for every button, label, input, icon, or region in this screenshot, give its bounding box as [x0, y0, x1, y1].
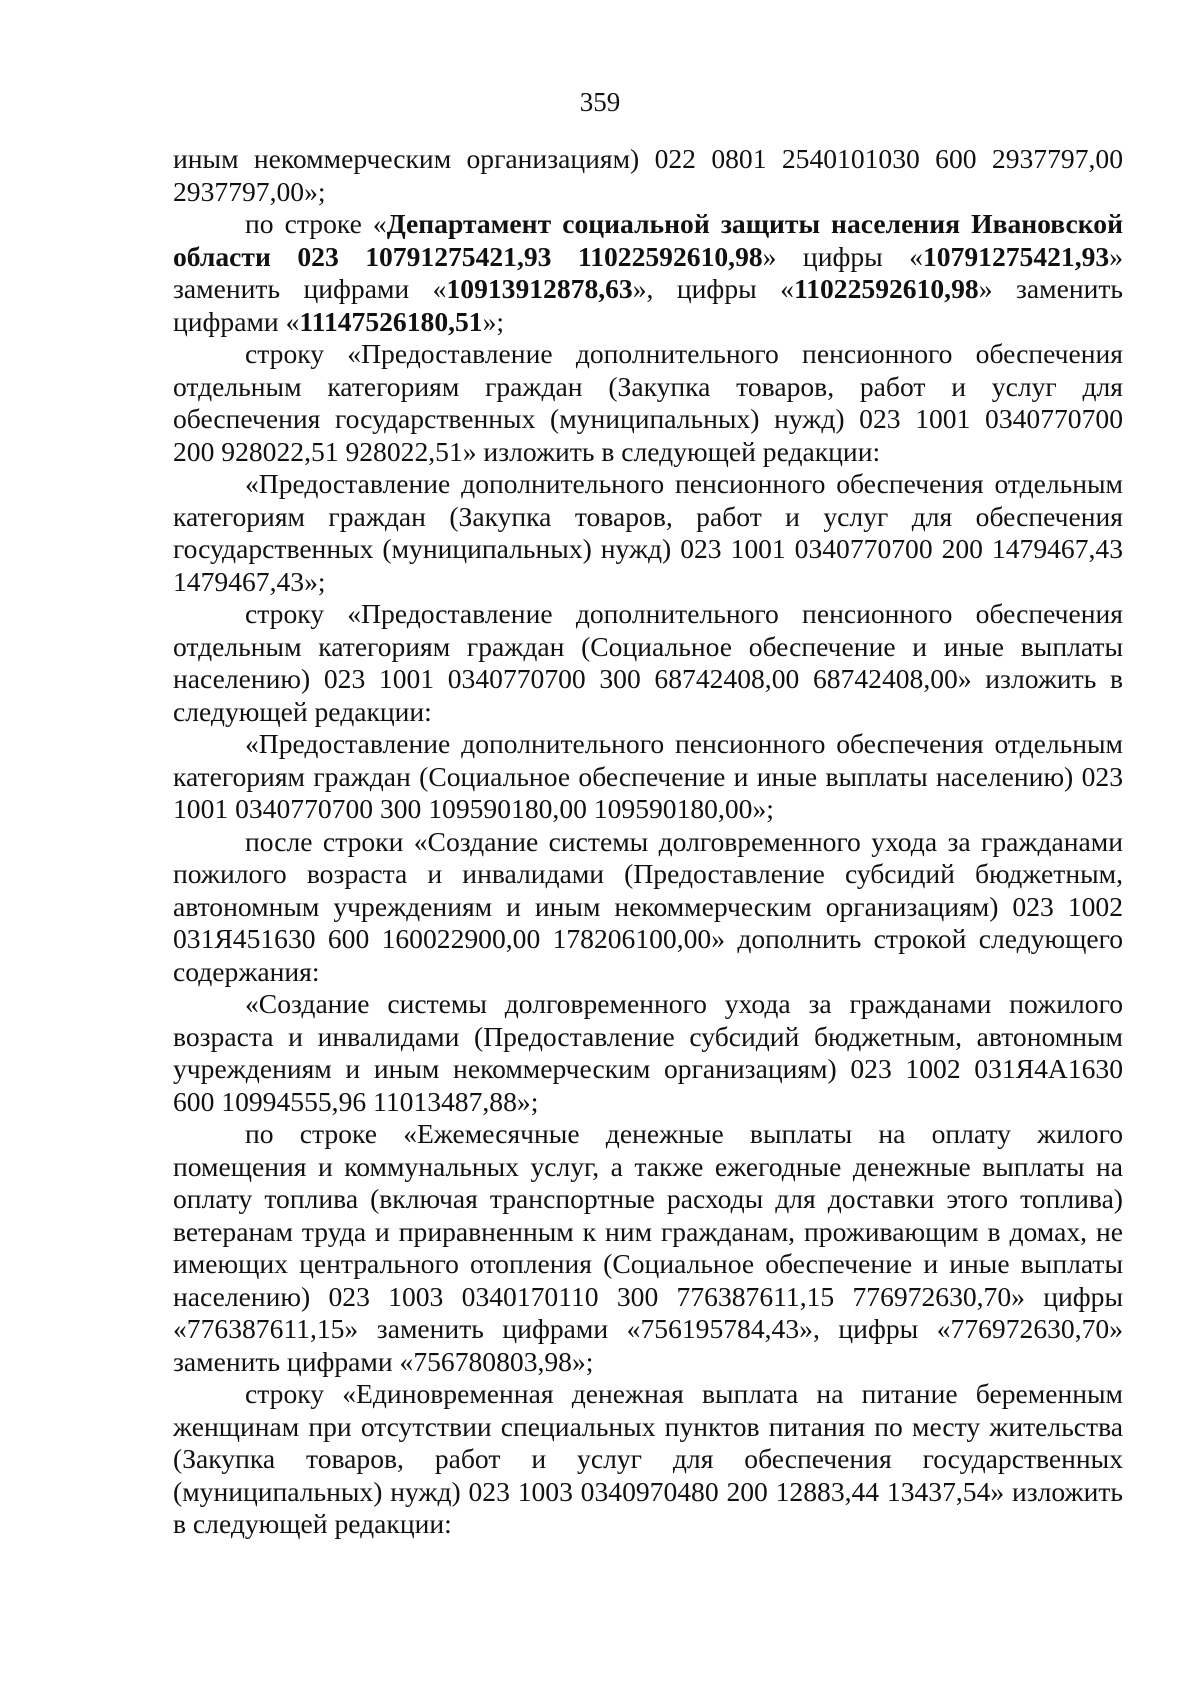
text-segment: «Предоставление дополнительного пенсионного обеспечения отдельным категориям граждан (Социальное обеспечение и иные выплаты населению) 023 1001 0340770700 300 109590180,00 109590180,00»; — [173, 728, 1123, 824]
text-segment: иным некоммерческим организациям) 022 0801 2540101030 600 2937797,00 2937797,00»; — [173, 143, 1123, 207]
bold-text-segment: 11022592610,98 — [793, 273, 979, 304]
paragraph — [173, 1118, 1123, 1378]
text-segment: «Предоставление дополнительного пенсионного обеспечения отдельным категориям граждан (Закупка товаров, работ и услуг для обеспечения государственных (муниципальных) нужд) 023 1001 0340770700 200 1479467,43 1479467,43»; — [173, 468, 1123, 597]
paragraph — [173, 826, 1123, 989]
document-body — [173, 143, 1123, 1541]
paragraph — [173, 598, 1123, 728]
text-segment: по строке « — [245, 208, 387, 239]
paragraph — [173, 208, 1123, 338]
text-segment: «Создание системы долговременного ухода за гражданами пожилого возраста и инвалидами (Предоставление субсидий бюджетным, автономным учреждениям и иным некоммерческим организациям) 023 1002 031Я4А1630 600 10994555,96 11013487,88»; — [173, 988, 1123, 1117]
text-segment: строку «Предоставление дополнительного пенсионного обеспечения отдельным категориям граждан (Социальное обеспечение и иные выплаты населению) 023 1001 0340770700 300 68742408,00 68742408,00» изложить в следующей редакции: — [173, 598, 1123, 727]
text-segment: » цифры « — [762, 240, 923, 272]
text-segment: после строки «Создание системы долговременного ухода за гражданами пожилого возраста и инвалидами (Предоставление субсидий бюджетным, автономным учреждениям и иным некоммерческим организациям) 023 1002 031Я451630 600 160022900,00 178206100,00» дополнить строкой следующего содержания: — [173, 825, 1123, 987]
text-segment: » заменить цифрами « — [173, 240, 1124, 304]
bold-text-segment: 11147526180,51 — [299, 305, 483, 337]
text-segment: строку «Предоставление дополнительного пенсионного обеспечения отдельным категориям граждан (Закупка товаров, работ и услуг для обеспечения государственных (муниципальных) нужд) 023 1001 0340770700 200 928022,51 928022,51» изложить в следующей редакции: — [173, 338, 1123, 467]
paragraph — [173, 728, 1123, 826]
text-segment: строку «Единовременная денежная выплата на питание беременным женщинам при отсутствии специальных пунктов питания по месту жительства (Закупка товаров, работ и услуг для обеспечения государственных (муниципальных) нужд) 023 1003 0340970480 200 12883,44 13437,54» изложить в следующей редакции: — [173, 1378, 1123, 1539]
text-segment: », цифры « — [632, 273, 794, 304]
page-number: 359 — [579, 87, 621, 117]
paragraph — [173, 988, 1123, 1118]
paragraph — [173, 338, 1123, 468]
paragraph — [173, 468, 1123, 598]
text-segment: »; — [482, 305, 505, 337]
bold-text-segment: Департамент социальной защиты населения Ивановской области 023 10791275421,93 11022592610,98 — [173, 208, 1123, 272]
bold-text-segment: 10913912878,63 — [446, 273, 633, 304]
bold-text-segment: 10791275421,93 — [922, 240, 1110, 272]
paragraph — [173, 143, 1123, 208]
paragraph — [173, 1378, 1123, 1541]
text-segment: по строке «Ежемесячные денежные выплаты на оплату жилого помещения и коммунальных услуг, а также ежегодные денежные выплаты на оплату топлива (включая транспортные расходы для доставки этого топлива) ветеранам труда и приравненным к ним гражданам, проживающим в домах, не имеющих центрального отопления (Социальное обеспечение и иные выплаты населению) 023 1003 0340170110 300 776387611,15 776972630,70» цифры «776387611,15» заменить цифрами «756195784,43», цифры «776972630,70» заменить цифрами «756780803,98»; — [173, 1118, 1123, 1377]
text-segment: » заменить цифрами « — [173, 273, 1123, 337]
